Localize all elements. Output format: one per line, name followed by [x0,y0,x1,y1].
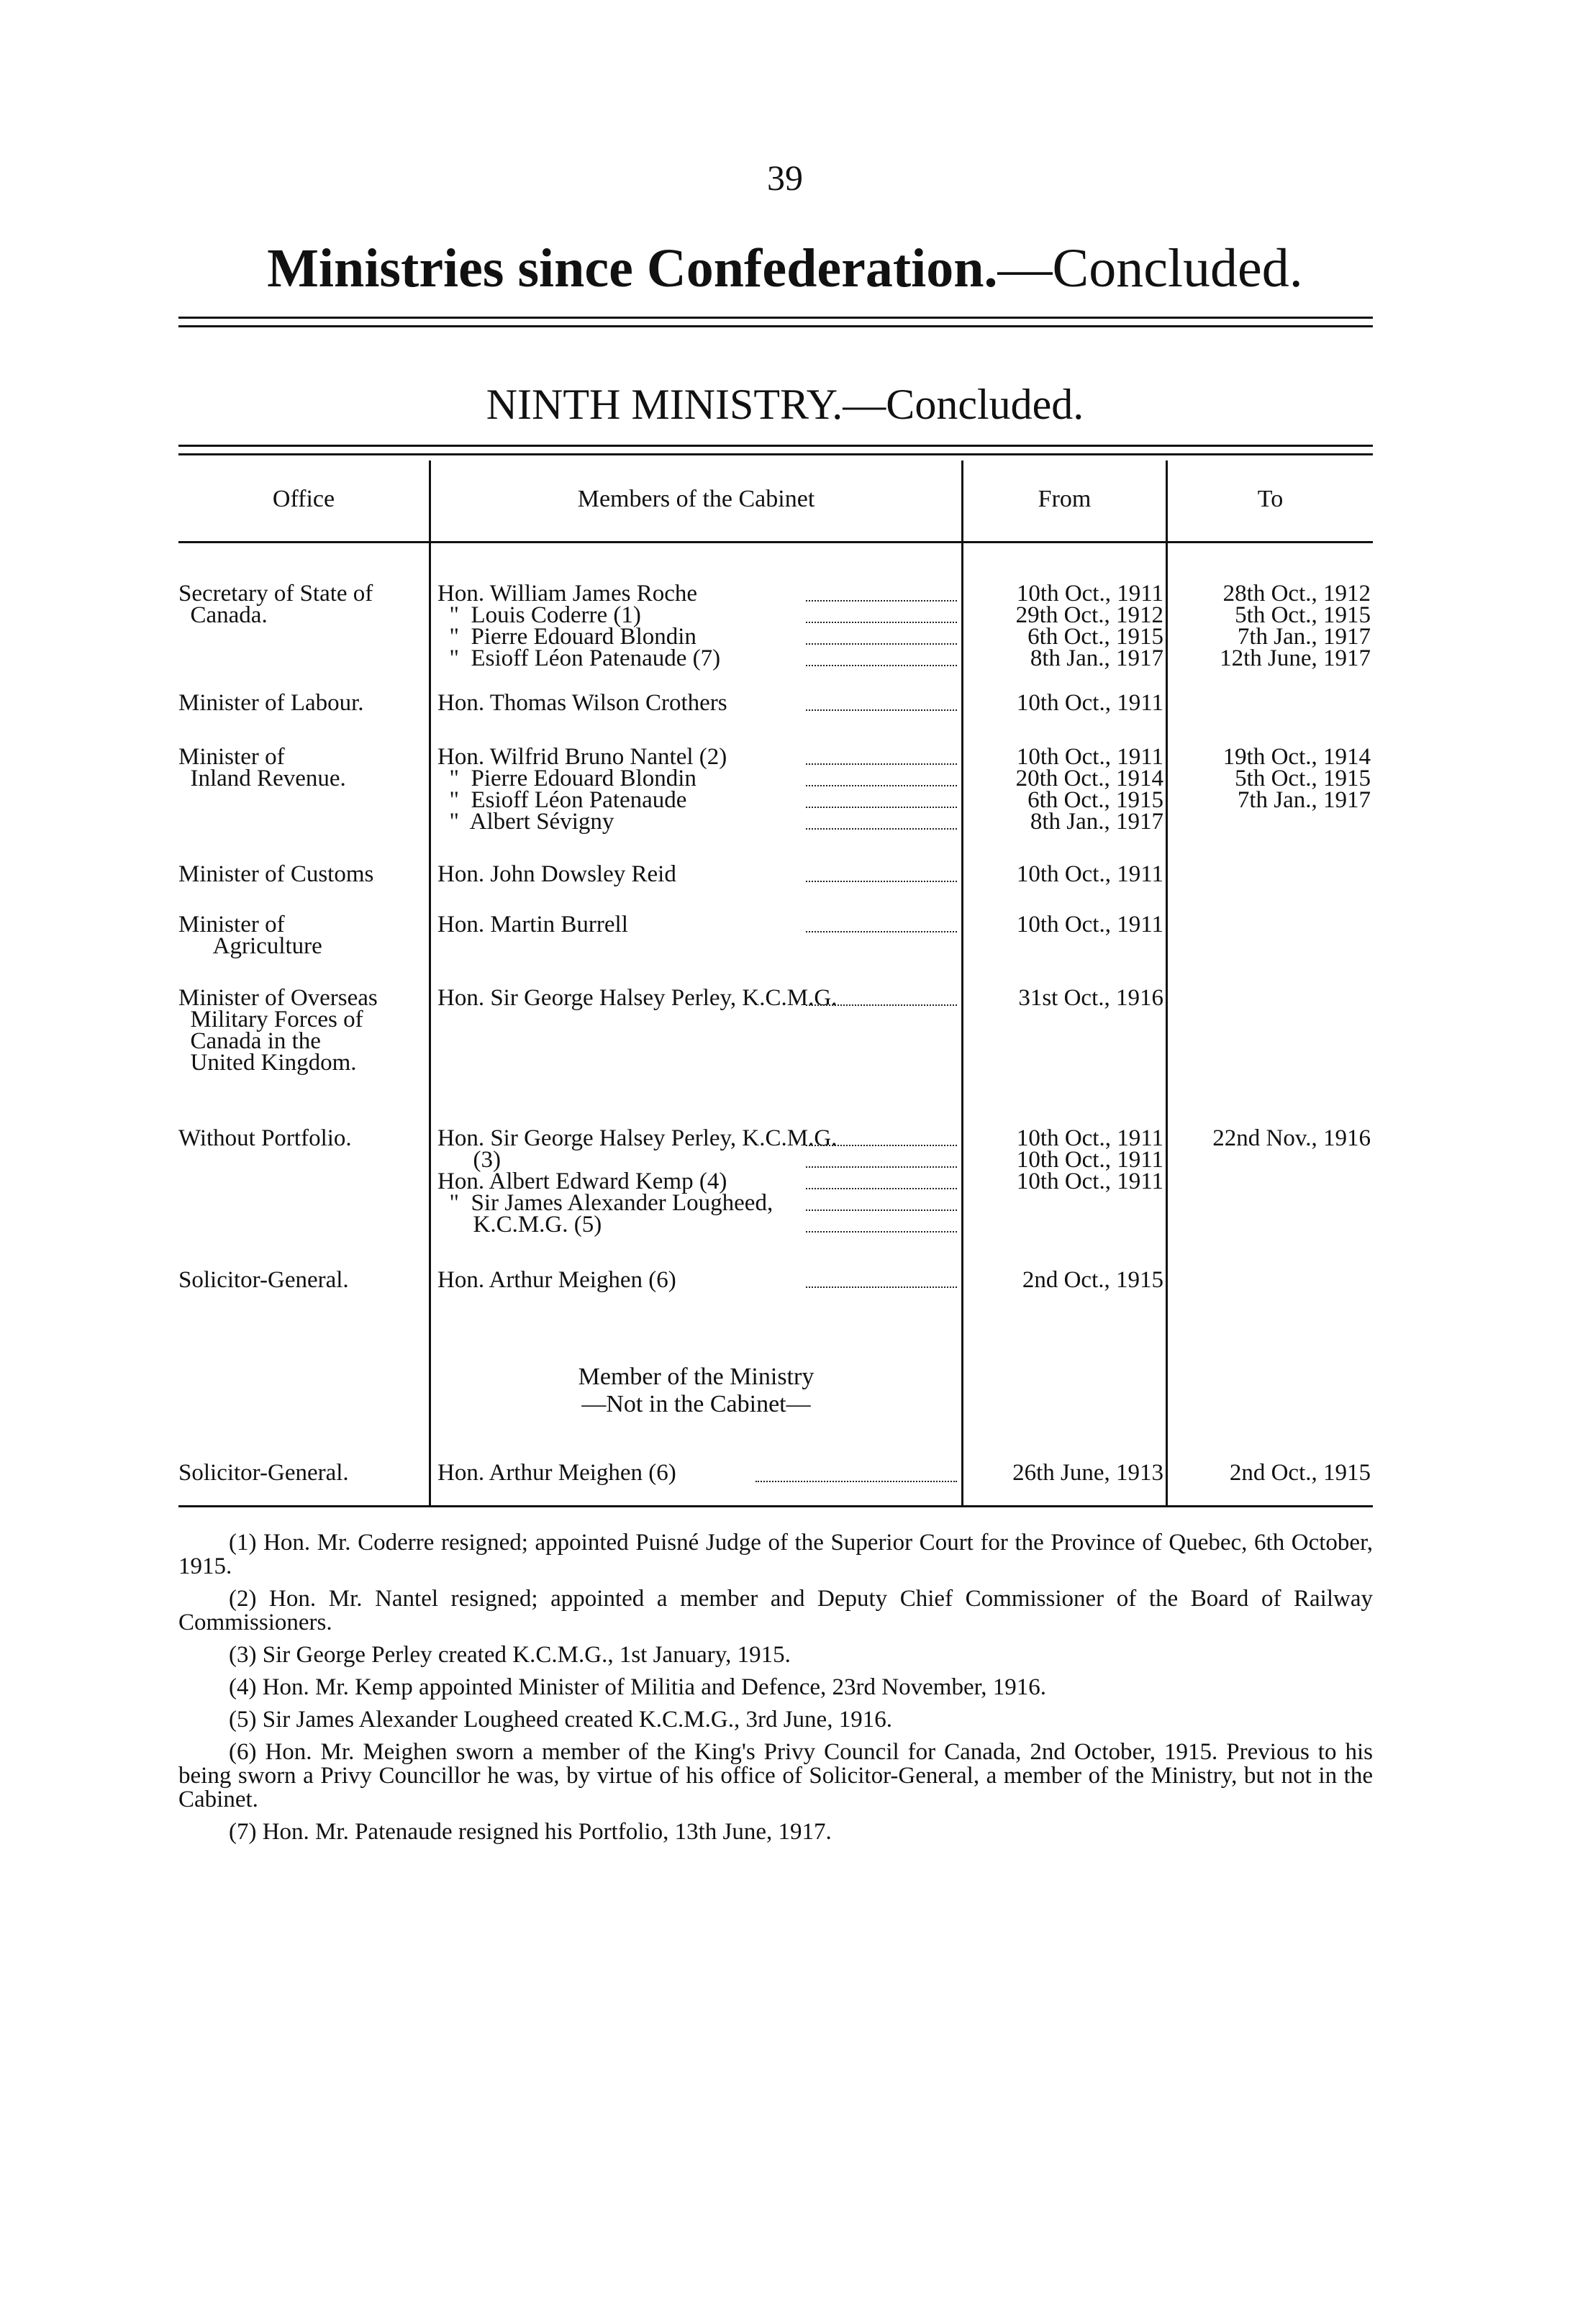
member-cell: " Albert Sévigny [437,809,614,835]
header-from: From [1038,486,1092,512]
leader-dots [755,1481,957,1482]
ministry-subtitle: NINTH MINISTRY.—Concluded. [486,381,1084,428]
from-date: 20th Oct., 1914 [1015,766,1163,791]
member-cell: " Sir James Alexander Lougheed, [437,1190,773,1216]
office-cell: Canada. [178,602,268,628]
to-date: 22nd Nov., 1916 [1212,1125,1371,1151]
office-cell: Minister of [178,912,285,938]
member-cell: Hon. William James Roche [437,581,698,607]
leader-dots [806,1145,957,1146]
member-cell: " Esioff Léon Patenaude [437,787,687,813]
office-cell: Agriculture [178,933,322,959]
ministry-note-line: —Not in the Cabinet— [581,1391,811,1417]
last-row-member: Hon. Arthur Meighen (6) [437,1460,676,1486]
leader-dots [806,665,957,666]
leader-dots [806,643,957,645]
member-cell: Hon. John Dowsley Reid [437,861,676,887]
last-row-office: Solicitor-General. [178,1460,349,1486]
office-cell: United Kingdom. [178,1050,357,1076]
title-rule-bottom [178,325,1373,327]
member-cell: " Pierre Edouard Blondin [437,624,696,650]
table-rule-top [178,445,1373,447]
to-date: 28th Oct., 1912 [1222,581,1371,607]
office-cell: Minister of Overseas [178,985,378,1011]
table-rule-top-2 [178,453,1373,455]
member-cell: " Esioff Léon Patenaude (7) [437,645,721,671]
ministry-note [431,1363,961,1418]
footnote: (5) Sir James Alexander Lougheed created K.C.M.G., 3rd June, 1916. [229,1707,892,1733]
page-title-suffix: —Concluded. [997,238,1303,299]
header-members: Members of the Cabinet [577,486,815,512]
leader-dots [806,807,957,808]
to-date: 5th Oct., 1915 [1235,602,1371,628]
leader-dots [806,931,957,932]
from-date: 8th Jan., 1917 [1030,645,1163,671]
footnote: (7) Hon. Mr. Patenaude resigned his Portfolio, 13th June, 1917. [229,1819,832,1845]
member-cell: Hon. Sir George Halsey Perley, K.C.M.G. [437,985,838,1011]
to-date: 19th Oct., 1914 [1222,744,1371,770]
member-cell: Hon. Albert Edward Kemp (4) [437,1168,727,1194]
from-date: 10th Oct., 1911 [1016,581,1163,607]
leader-dots [806,1166,957,1168]
from-date: 10th Oct., 1911 [1016,912,1163,938]
to-date: 7th Jan., 1917 [1237,787,1371,813]
leader-dots [806,600,957,602]
member-cell: K.C.M.G. (5) [437,1212,602,1238]
to-date: 12th June, 1917 [1220,645,1371,671]
page-title-main: Ministries since Confederation. [267,238,998,299]
leader-dots [806,785,957,786]
from-date: 10th Oct., 1911 [1016,1147,1163,1173]
from-date: 10th Oct., 1911 [1016,861,1163,887]
from-date: 2nd Oct., 1915 [1022,1267,1163,1293]
office-cell: Minister of Customs [178,861,374,887]
footnote: (4) Hon. Mr. Kemp appointed Minister of Militia and Defence, 23rd November, 1916. [229,1674,1047,1700]
leader-dots [806,1004,957,1006]
from-date: 29th Oct., 1912 [1015,602,1163,628]
from-date: 10th Oct., 1911 [1016,690,1163,716]
member-cell: (3) [437,1147,501,1173]
title-rule-top [178,317,1373,319]
to-date: 7th Jan., 1917 [1237,624,1371,650]
leader-dots [806,1231,957,1233]
page-number: 39 [767,158,803,198]
from-date: 10th Oct., 1911 [1016,1125,1163,1151]
page-title [0,237,1570,300]
footnote: (2) Hon. Mr. Nantel resigned; appointed a member and Deputy Chief Commissioner of the Board of Railway Commissioners. [178,1586,1373,1635]
footnote: (6) Hon. Mr. Meighen sworn a member of the King's Privy Council for Canada, 2nd October, 1915. Previous to his being sworn a Privy Councillor he was, by virtue of his office of Solicitor-General, a member of the Ministry, but not in the Cabinet. [178,1739,1373,1812]
office-cell: Minister of Labour. [178,690,364,716]
from-date: 8th Jan., 1917 [1030,809,1163,835]
column-divider-office [429,460,431,1505]
footnote: (1) Hon. Mr. Coderre resigned; appointed Puisné Judge of the Superior Court for the Province of Quebec, 6th October, 1915. [178,1530,1373,1579]
leader-dots [806,709,957,711]
leader-dots [806,828,957,830]
member-cell: Hon. Arthur Meighen (6) [437,1267,676,1293]
leader-dots [806,1209,957,1211]
leader-dots [806,622,957,623]
from-date: 6th Oct., 1915 [1027,787,1163,813]
footnote: (3) Sir George Perley created K.C.M.G., 1st January, 1915. [229,1642,791,1668]
office-cell: Military Forces of [178,1007,363,1032]
to-date: 5th Oct., 1915 [1235,766,1371,791]
from-date: 10th Oct., 1911 [1016,744,1163,770]
member-cell: Hon. Sir George Halsey Perley, K.C.M.G. [437,1125,838,1151]
from-date: 6th Oct., 1915 [1027,624,1163,650]
table-header-rule [178,541,1373,543]
leader-dots [806,763,957,765]
member-cell: Hon. Wilfrid Bruno Nantel (2) [437,744,727,770]
office-cell: Canada in the [178,1028,321,1054]
member-cell: Hon. Martin Burrell [437,912,628,938]
footnotes [178,1531,1373,1853]
member-cell: " Louis Coderre (1) [437,602,641,628]
header-to: To [1257,486,1284,512]
table-rule-bottom [178,1505,1373,1507]
office-cell: Minister of [178,744,285,770]
last-row-to: 2nd Oct., 1915 [1229,1460,1371,1486]
last-row-from: 26th June, 1913 [1012,1460,1163,1486]
office-cell: Without Portfolio. [178,1125,352,1151]
office-cell: Solicitor-General. [178,1267,349,1293]
leader-dots [806,881,957,882]
from-date: 31st Oct., 1916 [1018,985,1163,1011]
leader-dots [806,1286,957,1288]
member-cell: Hon. Thomas Wilson Crothers [437,690,727,716]
from-date: 10th Oct., 1911 [1016,1168,1163,1194]
ministry-note-line: Member of the Ministry [578,1363,815,1390]
office-cell: Secretary of State of [178,581,373,607]
leader-dots [806,1188,957,1189]
member-cell: " Pierre Edouard Blondin [437,766,696,791]
header-office: Office [272,486,335,512]
office-cell: Inland Revenue. [178,766,346,791]
